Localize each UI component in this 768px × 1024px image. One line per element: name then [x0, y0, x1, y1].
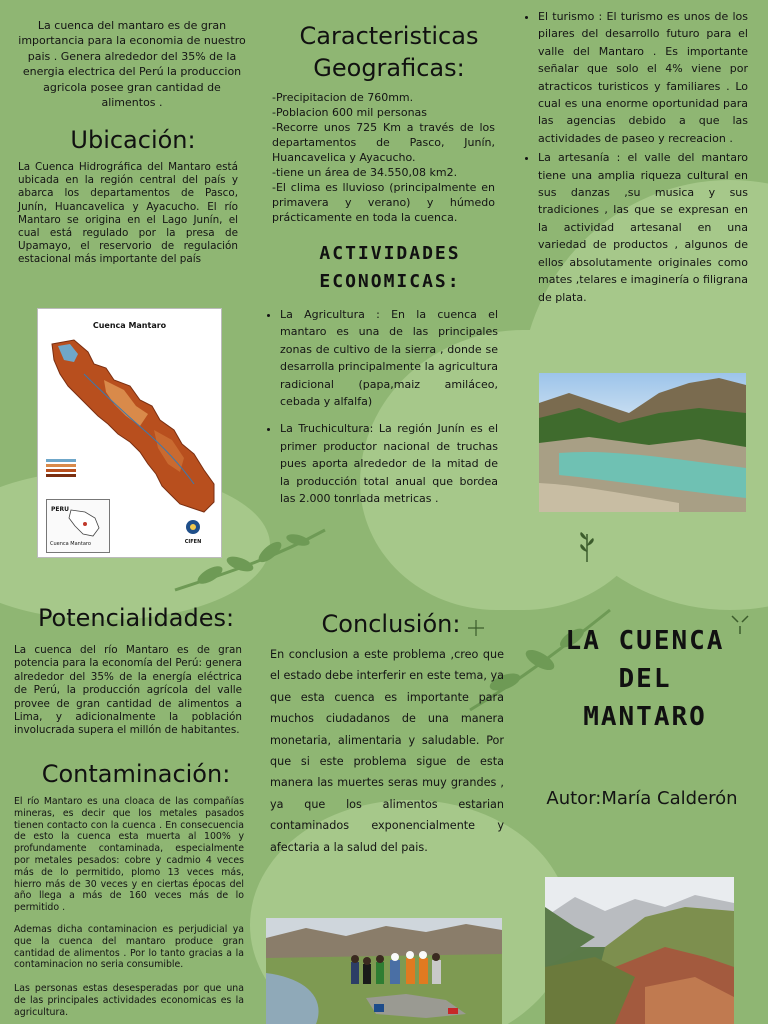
cover-title-line-1: LA CUENCA — [565, 626, 725, 656]
cifen-logo-icon — [185, 519, 201, 535]
map-shape — [44, 334, 219, 519]
contaminacion-heading: Contaminación: — [41, 760, 231, 788]
conclusion-heading: Conclusión: — [321, 610, 461, 638]
ubicacion-heading: Ubicación: — [70, 126, 196, 154]
bullet-truchicultura: • La Truchicultura: La región Junín es el primer productor nacional de truchas pues aporta alrededor de la mitad de la producción total anual que bordea las 2.000 tonrlada metricas . — [280, 420, 498, 507]
leaf-sprig-icon — [576, 528, 577, 529]
peru-outline — [67, 508, 103, 538]
workers-photo — [266, 918, 502, 1024]
sparkle-icon — [466, 618, 486, 638]
map-legend — [46, 459, 76, 477]
author: Autor:María Calderón — [546, 788, 738, 809]
contaminacion-text-1: El río Mantaro es una cloaca de las compañías mineras, es decir que los metales pasados tienen contacto con la cuenca . En consecuencia de esto la cuenca esta muerta al 100% y profundamente contaminada, especialmente por metales pesados: cobre y cadmio 4 veces más de lo permitido, plomo 13 veces más, hierro más de 30 veces y en ciertas épocas del año llega a más de 160 veces más de lo permitido . — [14, 796, 244, 914]
bullet-artesania: • La artesanía : el valle del mantaro tiene una amplia riqueza cultural en sus danzas ,su musica y sus tradiciones , las que se expresan en la actividad artesanal en una variedad de productos , algunos de ellos absolutamente originales como mates ,telares e imaginería o filigrana de plata. — [538, 149, 748, 306]
geo-item-5: -El clima es lluvioso (principalmente en primavera y verano) y húmedo prácticamente en toda la cuenca. — [272, 181, 495, 224]
mountain-photo — [545, 877, 734, 1024]
turismo-artesania-list — [522, 8, 748, 310]
bullet-turismo: • El turismo : El turismo es unos de los pilares del desarrollo futuro para el valle del Mantaro . Es importante señalar que solo el 4% viene por atracticos turisticos y familiares . Lo cual es una enorme oportunidad para las agencias debido a que las actividades de paseo y recreacion . — [538, 8, 748, 147]
caracteristicas-list — [272, 90, 495, 225]
geo-item-3: -Recorre unos 725 Km a través de los departamentos de Pasco, Junín, Huancavelica y Ayacucho. — [272, 121, 495, 164]
logo-text: CIFEN — [184, 539, 202, 545]
caracteristicas-heading: Caracteristicas Geograficas: — [299, 22, 479, 82]
map-logo — [178, 519, 208, 545]
contaminacion-text-3: Las personas estas desesperadas por que una de las principales actividades economicas es la agricultura. — [14, 983, 244, 1018]
contaminacion-text-2: Ademas dicha contaminacion es perjudicial ya que la cuenca del mantaro produce gran cantidad de alimentos . Por lo tanto gracias a la contaminacion no seria consumible. — [14, 923, 244, 971]
map-title: Cuenca Mantaro — [92, 321, 167, 330]
panel-intro — [18, 18, 246, 110]
actividades-list — [264, 306, 498, 511]
potencialidades-heading: Potencialidades: — [37, 604, 235, 632]
geo-item-2: -Poblacion 600 mil personas — [272, 106, 428, 119]
inset-country-label: PERU — [51, 506, 69, 513]
cover-title-line-3: MANTARO — [583, 702, 707, 732]
conclusion-text: En conclusion a este problema ,creo que el estado debe interferir en este tema, ya que esta cuenca es importante para muchos ciudadanos de una manera monetaria, alimentaria y saludable. Por que si este problema sigue de esta manera las muertes seras muy grandes , ya que los alimentos estarian contaminados exponencialmente y afectaria a la salud del pais. — [270, 648, 504, 854]
map-inset — [46, 499, 110, 553]
cover-title — [530, 622, 760, 736]
bullet-agricultura: • La Agricultura : En la cuenca el mantaro es una de las principales zonas de cultivo de la sierra , donde se desarrolla principalmente la agricultura radicional (papa,maiz amiláceo, cebada y alfalfa) — [280, 306, 498, 410]
geo-item-1: -Precipitacion de 760mm. — [272, 91, 414, 104]
conclusion-block — [270, 644, 504, 858]
intro-text: La cuenca del mantaro es de gran importancia para la economia de nuestro pais . Genera alrededor del 35% de la energia electrica del Perú la produccion agricola posee gran cantidad de alimentos . — [18, 19, 246, 110]
inset-label: Cuenca Mantaro — [50, 541, 91, 547]
geo-item-4: -tiene un área de 34.550,08 km2. — [272, 166, 458, 179]
contaminacion-block — [14, 796, 244, 1019]
potencialidades-text: La cuenca del río Mantaro es de gran potencia para la economía del Perú: genera alrededor del 35% de la energía eléctrica de Perú, la producción agrícola del valle provee de gran cantidad de alimentos a Lima, y adicionalmente la población involucrada supera el millón de habitantes. — [14, 644, 242, 737]
potencialidades-block — [14, 644, 242, 738]
river-photo — [539, 373, 746, 512]
cover-title-line-2: DEL — [618, 664, 672, 694]
actividades-heading: ACTIVIDADES ECONOMICAS: — [319, 243, 461, 292]
leaf-sprig-icon — [575, 530, 599, 564]
ubicacion-text: La Cuenca Hidrográfica del Mantaro está ubicada en la región central del país y abarca los departamentos de Pasco, Junín, Huancavelica y Ayacucho. El río Mantaro se origina en el Lago Junín, el cual está regulado por la presa de Upamayo, el reservorio de regulación estacional más importante del país — [18, 161, 238, 266]
panel-ubicacion — [18, 161, 238, 267]
cuenca-map — [37, 308, 222, 558]
